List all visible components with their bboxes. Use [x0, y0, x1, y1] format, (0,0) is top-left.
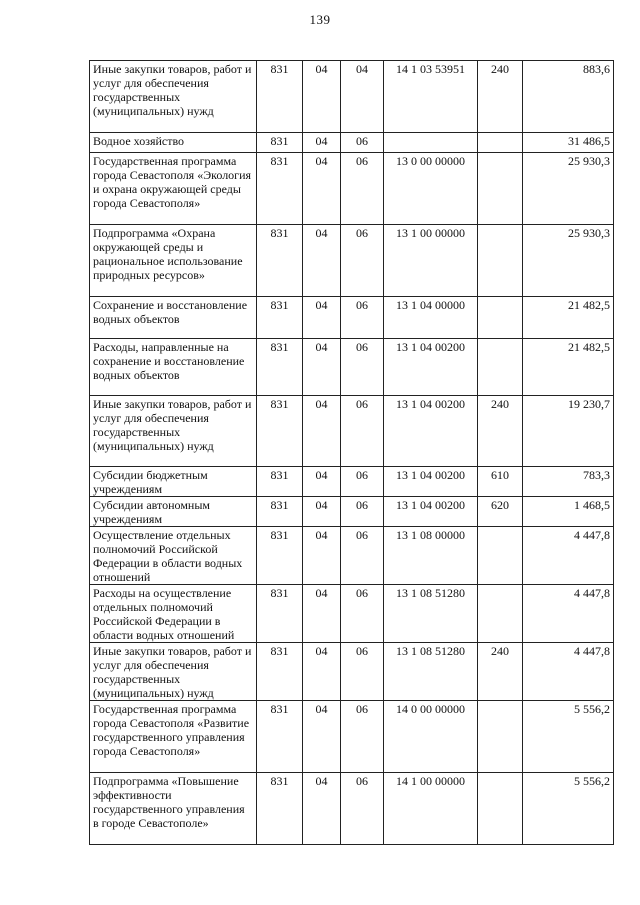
expense-name-cell: Подпрограмма «Охрана окружающей среды и рациональное использование природных ресурсов»: [90, 225, 257, 297]
expense-type-cell: 240: [478, 61, 523, 133]
subsection-code-cell: 06: [341, 585, 384, 643]
table-row: [90, 585, 614, 643]
subsection-code-cell: 06: [341, 339, 384, 396]
target-article-cell: [384, 133, 478, 153]
table-row: [90, 467, 614, 497]
expense-name-cell: Осуществление отдельных полномочий Российской Федерации в области водных отношений: [90, 527, 257, 585]
expense-type-cell: [478, 225, 523, 297]
target-article-cell: 13 1 04 00200: [384, 497, 478, 527]
page-number: 139: [309, 12, 331, 27]
amount-cell: 19 230,7: [523, 396, 614, 467]
section-code-cell: 04: [303, 396, 341, 467]
expense-type-cell: 240: [478, 643, 523, 701]
subsection-code-cell: 04: [341, 61, 384, 133]
amount-cell: 4 447,8: [523, 643, 614, 701]
target-article-cell: 13 0 00 00000: [384, 153, 478, 225]
table-row: [90, 527, 614, 585]
department-code-cell: 831: [257, 643, 303, 701]
subsection-code-cell: 06: [341, 527, 384, 585]
target-article-cell: 13 1 04 00000: [384, 297, 478, 339]
table-row: [90, 497, 614, 527]
expense-name-cell: Иные закупки товаров, работ и услуг для обеспечения государственных (муниципальных) нужд: [90, 643, 257, 701]
table-row: [90, 339, 614, 396]
subsection-code-cell: 06: [341, 701, 384, 773]
subsection-code-cell: 06: [341, 467, 384, 497]
section-code-cell: 04: [303, 467, 341, 497]
section-code-cell: 04: [303, 701, 341, 773]
expense-name-cell: Расходы, направленные на сохранение и восстановление водных объектов: [90, 339, 257, 396]
department-code-cell: 831: [257, 396, 303, 467]
target-article-cell: 13 1 04 00200: [384, 396, 478, 467]
expense-name-cell: Иные закупки товаров, работ и услуг для обеспечения государственных (муниципальных) нужд: [90, 61, 257, 133]
subsection-code-cell: 06: [341, 643, 384, 701]
table-row: [90, 396, 614, 467]
amount-cell: 1 468,5: [523, 497, 614, 527]
department-code-cell: 831: [257, 585, 303, 643]
subsection-code-cell: 06: [341, 773, 384, 845]
department-code-cell: 831: [257, 339, 303, 396]
expense-type-cell: 240: [478, 396, 523, 467]
expense-name-cell: Расходы на осуществление отдельных полномочий Российской Федерации в области водных отношений: [90, 585, 257, 643]
subsection-code-cell: 06: [341, 225, 384, 297]
section-code-cell: 04: [303, 61, 341, 133]
amount-cell: 25 930,3: [523, 225, 614, 297]
section-code-cell: 04: [303, 643, 341, 701]
expense-name-cell: Иные закупки товаров, работ и услуг для обеспечения государственных (муниципальных) нужд: [90, 396, 257, 467]
target-article-cell: 13 1 08 51280: [384, 643, 478, 701]
target-article-cell: 13 1 04 00200: [384, 467, 478, 497]
amount-cell: 21 482,5: [523, 339, 614, 396]
table-row: [90, 297, 614, 339]
section-code-cell: 04: [303, 297, 341, 339]
target-article-cell: 14 1 00 00000: [384, 773, 478, 845]
amount-cell: 4 447,8: [523, 585, 614, 643]
subsection-code-cell: 06: [341, 133, 384, 153]
expense-type-cell: [478, 297, 523, 339]
department-code-cell: 831: [257, 527, 303, 585]
section-code-cell: 04: [303, 339, 341, 396]
subsection-code-cell: 06: [341, 153, 384, 225]
expense-type-cell: [478, 701, 523, 773]
target-article-cell: 14 1 03 53951: [384, 61, 478, 133]
department-code-cell: 831: [257, 133, 303, 153]
expense-name-cell: Государственная программа города Севастополя «Развитие государственного управления города Севастополя»: [90, 701, 257, 773]
department-code-cell: 831: [257, 297, 303, 339]
table-row: [90, 133, 614, 153]
table-row: [90, 61, 614, 133]
expense-type-cell: [478, 585, 523, 643]
amount-cell: 21 482,5: [523, 297, 614, 339]
table-row: [90, 701, 614, 773]
amount-cell: 31 486,5: [523, 133, 614, 153]
expense-type-cell: [478, 339, 523, 396]
subsection-code-cell: 06: [341, 497, 384, 527]
section-code-cell: 04: [303, 153, 341, 225]
amount-cell: 883,6: [523, 61, 614, 133]
expense-type-cell: [478, 133, 523, 153]
expense-type-cell: [478, 773, 523, 845]
section-code-cell: 04: [303, 133, 341, 153]
amount-cell: 5 556,2: [523, 773, 614, 845]
target-article-cell: 14 0 00 00000: [384, 701, 478, 773]
department-code-cell: 831: [257, 497, 303, 527]
target-article-cell: 13 1 04 00200: [384, 339, 478, 396]
amount-cell: 5 556,2: [523, 701, 614, 773]
section-code-cell: 04: [303, 497, 341, 527]
subsection-code-cell: 06: [341, 297, 384, 339]
target-article-cell: 13 1 00 00000: [384, 225, 478, 297]
department-code-cell: 831: [257, 773, 303, 845]
department-code-cell: 831: [257, 467, 303, 497]
section-code-cell: 04: [303, 527, 341, 585]
subsection-code-cell: 06: [341, 396, 384, 467]
section-code-cell: 04: [303, 225, 341, 297]
table-row: [90, 225, 614, 297]
amount-cell: 25 930,3: [523, 153, 614, 225]
expense-name-cell: Подпрограмма «Повышение эффективности государственного управления в городе Севастополе»: [90, 773, 257, 845]
expense-type-cell: [478, 153, 523, 225]
target-article-cell: 13 1 08 00000: [384, 527, 478, 585]
table-row: [90, 153, 614, 225]
table-row: [90, 773, 614, 845]
expense-type-cell: 620: [478, 497, 523, 527]
section-code-cell: 04: [303, 585, 341, 643]
budget-table: [89, 60, 614, 845]
expense-name-cell: Сохранение и восстановление водных объектов: [90, 297, 257, 339]
department-code-cell: 831: [257, 701, 303, 773]
expense-name-cell: Водное хозяйство: [90, 133, 257, 153]
department-code-cell: 831: [257, 225, 303, 297]
expense-name-cell: Субсидии автономным учреждениям: [90, 497, 257, 527]
expense-name-cell: Государственная программа города Севастополя «Экология и охрана окружающей среды города Севастополя»: [90, 153, 257, 225]
amount-cell: 4 447,8: [523, 527, 614, 585]
amount-cell: 783,3: [523, 467, 614, 497]
department-code-cell: 831: [257, 153, 303, 225]
expense-name-cell: Субсидии бюджетным учреждениям: [90, 467, 257, 497]
expense-type-cell: 610: [478, 467, 523, 497]
expense-type-cell: [478, 527, 523, 585]
department-code-cell: 831: [257, 61, 303, 133]
target-article-cell: 13 1 08 51280: [384, 585, 478, 643]
section-code-cell: 04: [303, 773, 341, 845]
table-row: [90, 643, 614, 701]
